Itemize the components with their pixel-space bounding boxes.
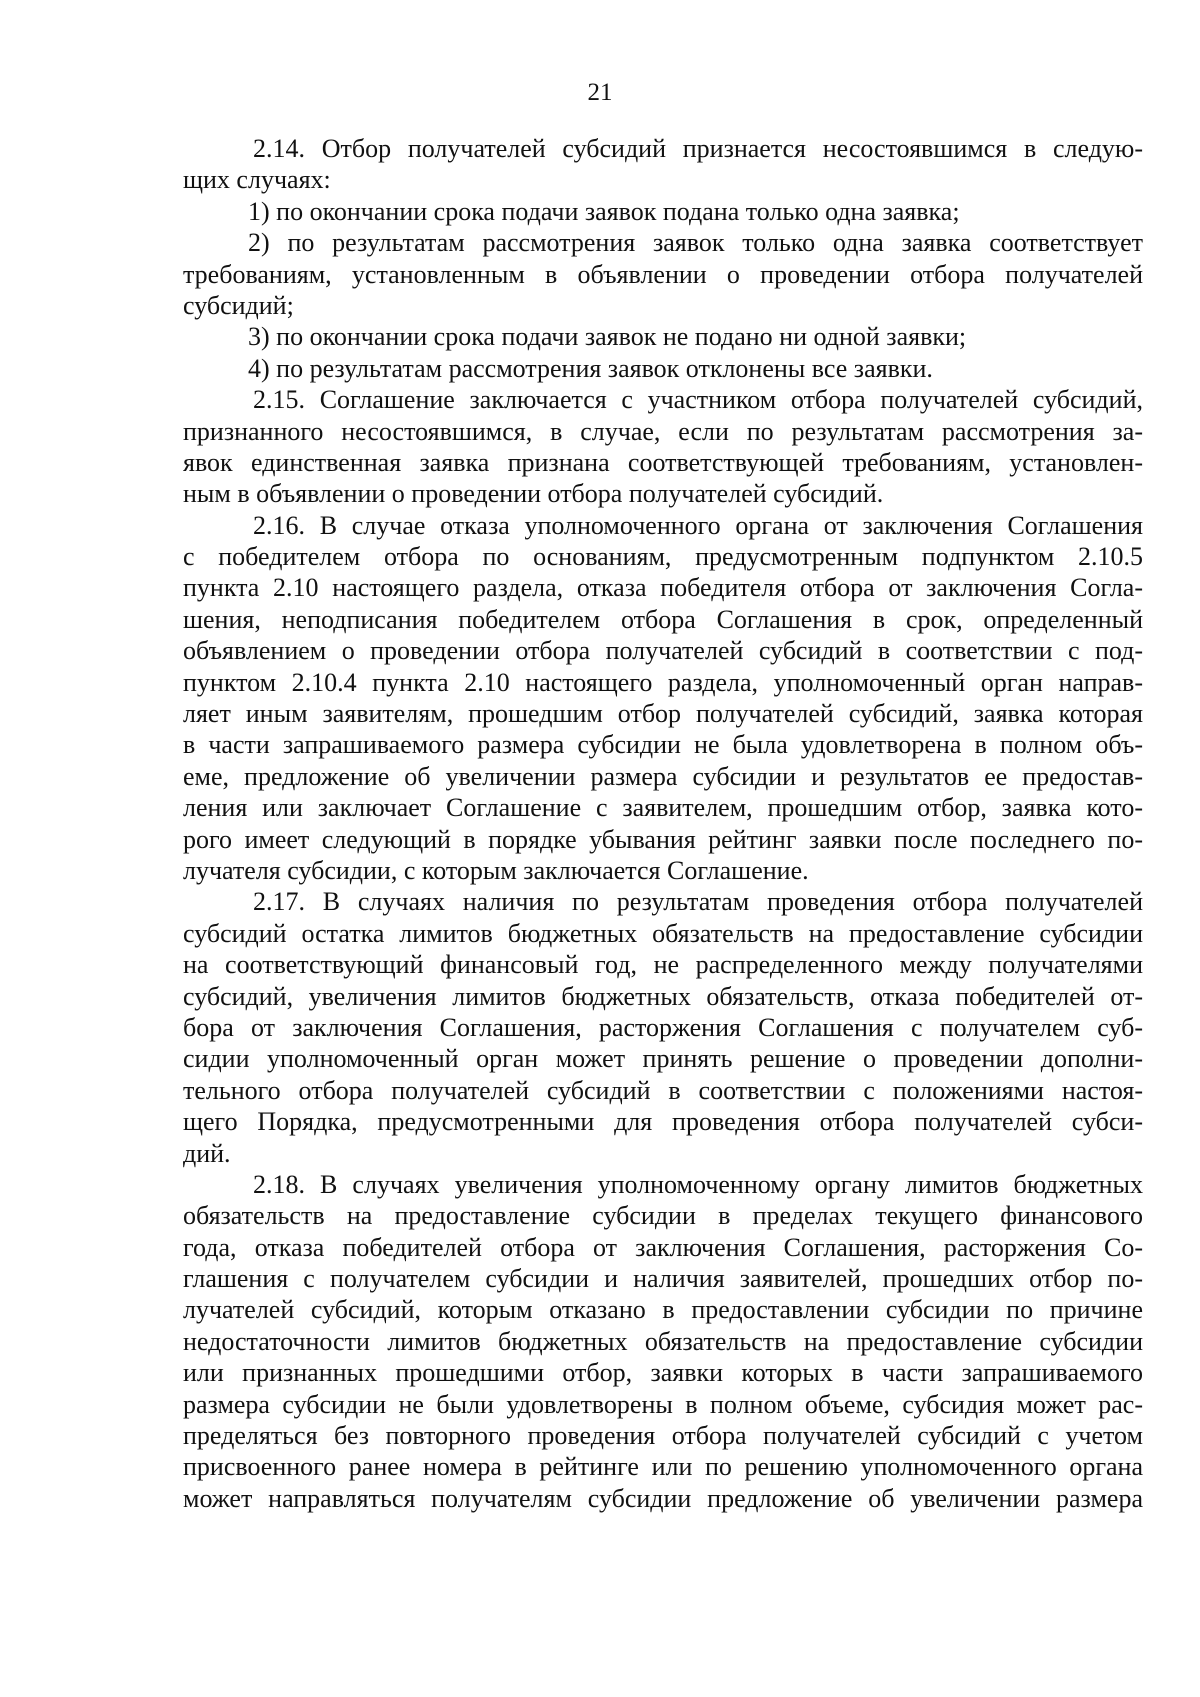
text-line: субсидий остатка лимитов бюджетных обязательств на предоставление субсидии xyxy=(183,918,1143,948)
text-line: может направляться получателям субсидии предложение об увеличении размера xyxy=(183,1483,1143,1513)
text-line: недостаточности лимитов бюджетных обязательств на предоставление субсидии xyxy=(183,1326,1143,1356)
text-line: 2.14. Отбор получателей субсидий признается несостоявшимся в следую- xyxy=(253,134,1143,163)
text-line: с победителем отбора по основаниям, предусмотренным подпунктом 2.10.5 xyxy=(183,542,1143,572)
text-line: на соответствующий финансовый год, не распределенного между получателями xyxy=(183,950,1143,980)
text-line: или признанных прошедшими отбор, заявки которых в части запрашиваемого xyxy=(183,1358,1143,1388)
text-line: шения, неподписания победителем отбора Соглашения в срок, определенный xyxy=(183,604,1143,634)
text-line: сидии уполномоченный орган может принять решение о проведении дополни- xyxy=(183,1044,1143,1074)
text-line: присвоенного ранее номера в рейтинге или по решению уполномоченного органа xyxy=(183,1452,1143,1482)
text-line: объявлением о проведении отбора получателей субсидий в соответствии с под- xyxy=(183,636,1143,666)
text-line: пунктом 2.10.4 пункта 2.10 настоящего раздела, уполномоченный орган направ- xyxy=(183,667,1143,697)
text-line: 2.15. Соглашение заключается с участником отбора получателей субсидий, xyxy=(253,385,1143,415)
text-line: бора от заключения Соглашения, расторжения Соглашения с получателем суб- xyxy=(183,1012,1143,1042)
text-line: 1) по окончании срока подачи заявок подана только одна заявка; xyxy=(248,196,960,226)
text-line: признанного несостоявшимся, в случае, если по результатам рассмотрения за- xyxy=(183,416,1143,446)
text-line: 2.18. В случаях увеличения уполномоченному органу лимитов бюджетных xyxy=(253,1169,1143,1199)
text-line: субсидий; xyxy=(183,290,294,320)
text-line: щего Порядка, предусмотренными для проведения отбора получателей субси- xyxy=(183,1107,1143,1137)
text-line: щих случаях: xyxy=(183,165,331,195)
text-line: ным в объявлении о проведении отбора получателей субсидий. xyxy=(183,479,884,509)
text-line: дий. xyxy=(183,1138,231,1168)
text-line: года, отказа победителей отбора от заключения Соглашения, расторжения Со- xyxy=(183,1232,1143,1262)
text-line: требованиям, установленным в объявлении о проведении отбора получателей xyxy=(183,259,1143,289)
page-number: 21 xyxy=(587,79,613,106)
text-line: ления или заключает Соглашение с заявителем, прошедшим отбор, заявка кото- xyxy=(183,793,1143,823)
text-line: глашения с получателем субсидии и наличия заявителей, прошедших отбор по- xyxy=(183,1264,1143,1294)
text-line: рого имеет следующий в порядке убывания рейтинг заявки после последнего по- xyxy=(183,824,1143,854)
text-line: размера субсидии не были удовлетворены в полном объеме, субсидия может рас- xyxy=(183,1389,1143,1419)
text-line: явок единственная заявка признана соответствующей требованиям, установлен- xyxy=(183,447,1143,477)
text-line: обязательств на предоставление субсидии в пределах текущего финансового xyxy=(183,1201,1143,1231)
text-line: 3) по окончании срока подачи заявок не подано ни одной заявки; xyxy=(248,322,967,352)
text-line: лучателей субсидий, которым отказано в предоставлении субсидии по причине xyxy=(183,1295,1143,1325)
text-line: пределяться без повторного проведения отбора получателей субсидий с учетом xyxy=(183,1421,1143,1451)
text-line: лучателя субсидии, с которым заключается Соглашение. xyxy=(183,855,809,885)
text-line: 2.17. В случаях наличия по результатам проведения отбора получателей xyxy=(253,887,1143,917)
text-line: субсидий, увеличения лимитов бюджетных обязательств, отказа победителей от- xyxy=(183,981,1143,1011)
text-line: тельного отбора получателей субсидий в соответствии с положениями настоя- xyxy=(183,1075,1143,1105)
text-line: пункта 2.10 настоящего раздела, отказа победителя отбора от заключения Согла- xyxy=(183,573,1143,603)
text-line: в части запрашиваемого размера субсидии не была удовлетворена в полном объ- xyxy=(183,730,1143,760)
text-line: 4) по результатам рассмотрения заявок отклонены все заявки. xyxy=(248,353,933,383)
text-line: 2.16. В случае отказа уполномоченного органа от заключения Соглашения xyxy=(253,510,1143,540)
text-line: ляет иным заявителям, прошедшим отбор получателей субсидий, заявка которая xyxy=(183,699,1143,729)
body-text xyxy=(183,133,1143,1514)
text-line: еме, предложение об увеличении размера субсидии и результатов ее предостав- xyxy=(183,761,1143,791)
text-line: 2) по результатам рассмотрения заявок только одна заявка соответствует xyxy=(248,228,1143,258)
